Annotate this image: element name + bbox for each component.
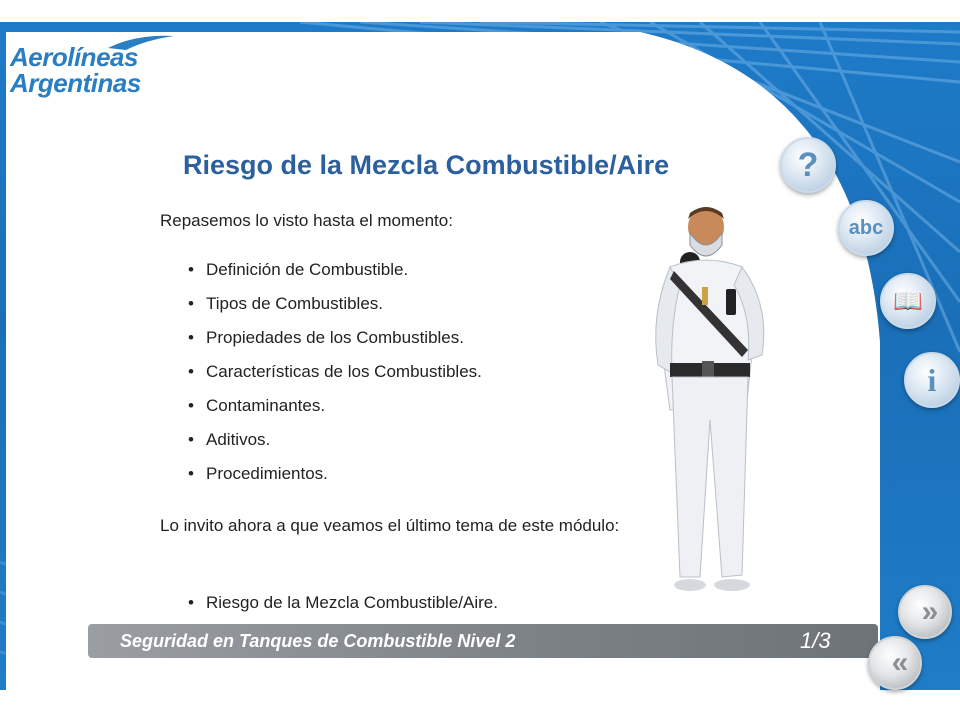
course-title: Seguridad en Tanques de Combustible Nivel 2 (120, 631, 516, 651)
list-item: • Características de los Combustibles. (188, 359, 482, 393)
info-icon: i (927, 361, 937, 398)
help-button[interactable] (780, 137, 836, 193)
slide-title: Riesgo de la Mezcla Combustible/Aire (183, 150, 670, 180)
worker-illustration (630, 205, 790, 600)
double-chevron-right-icon: » (921, 595, 929, 628)
page-indicator: 1/3 (800, 628, 831, 653)
list-item: • Procedimientos. (188, 461, 482, 495)
info-button[interactable] (904, 352, 960, 408)
next-button[interactable] (898, 585, 952, 639)
list-item: • Definición de Combustible. (188, 257, 482, 291)
list-item: • Contaminantes. (188, 393, 482, 427)
book-icon: 📖 (893, 287, 923, 315)
glossary-abc-icon: abc (848, 216, 884, 239)
previous-button[interactable] (868, 636, 922, 690)
double-chevron-left-icon: « (891, 646, 899, 679)
glossary-button[interactable] (838, 200, 894, 256)
list-item: • Tipos de Combustibles. (188, 291, 482, 325)
question-icon: ? (797, 145, 819, 184)
library-button[interactable] (880, 273, 936, 329)
outro-text: Lo invito ahora a que veamos el último tema de este módulo: (160, 516, 620, 535)
next-topic-item: • Riesgo de la Mezcla Combustible/Aire. (188, 590, 498, 616)
logo-line-1: Aerolíneas (10, 42, 138, 72)
logo-line-2: Argentinas (10, 68, 141, 98)
list-item: • Aditivos. (188, 427, 482, 461)
intro-text: Repasemos lo visto hasta el momento: (160, 211, 453, 230)
topics-list (188, 257, 482, 495)
list-item: • Propiedades de los Combustibles. (188, 325, 482, 359)
aerolineas-logo (10, 40, 170, 100)
